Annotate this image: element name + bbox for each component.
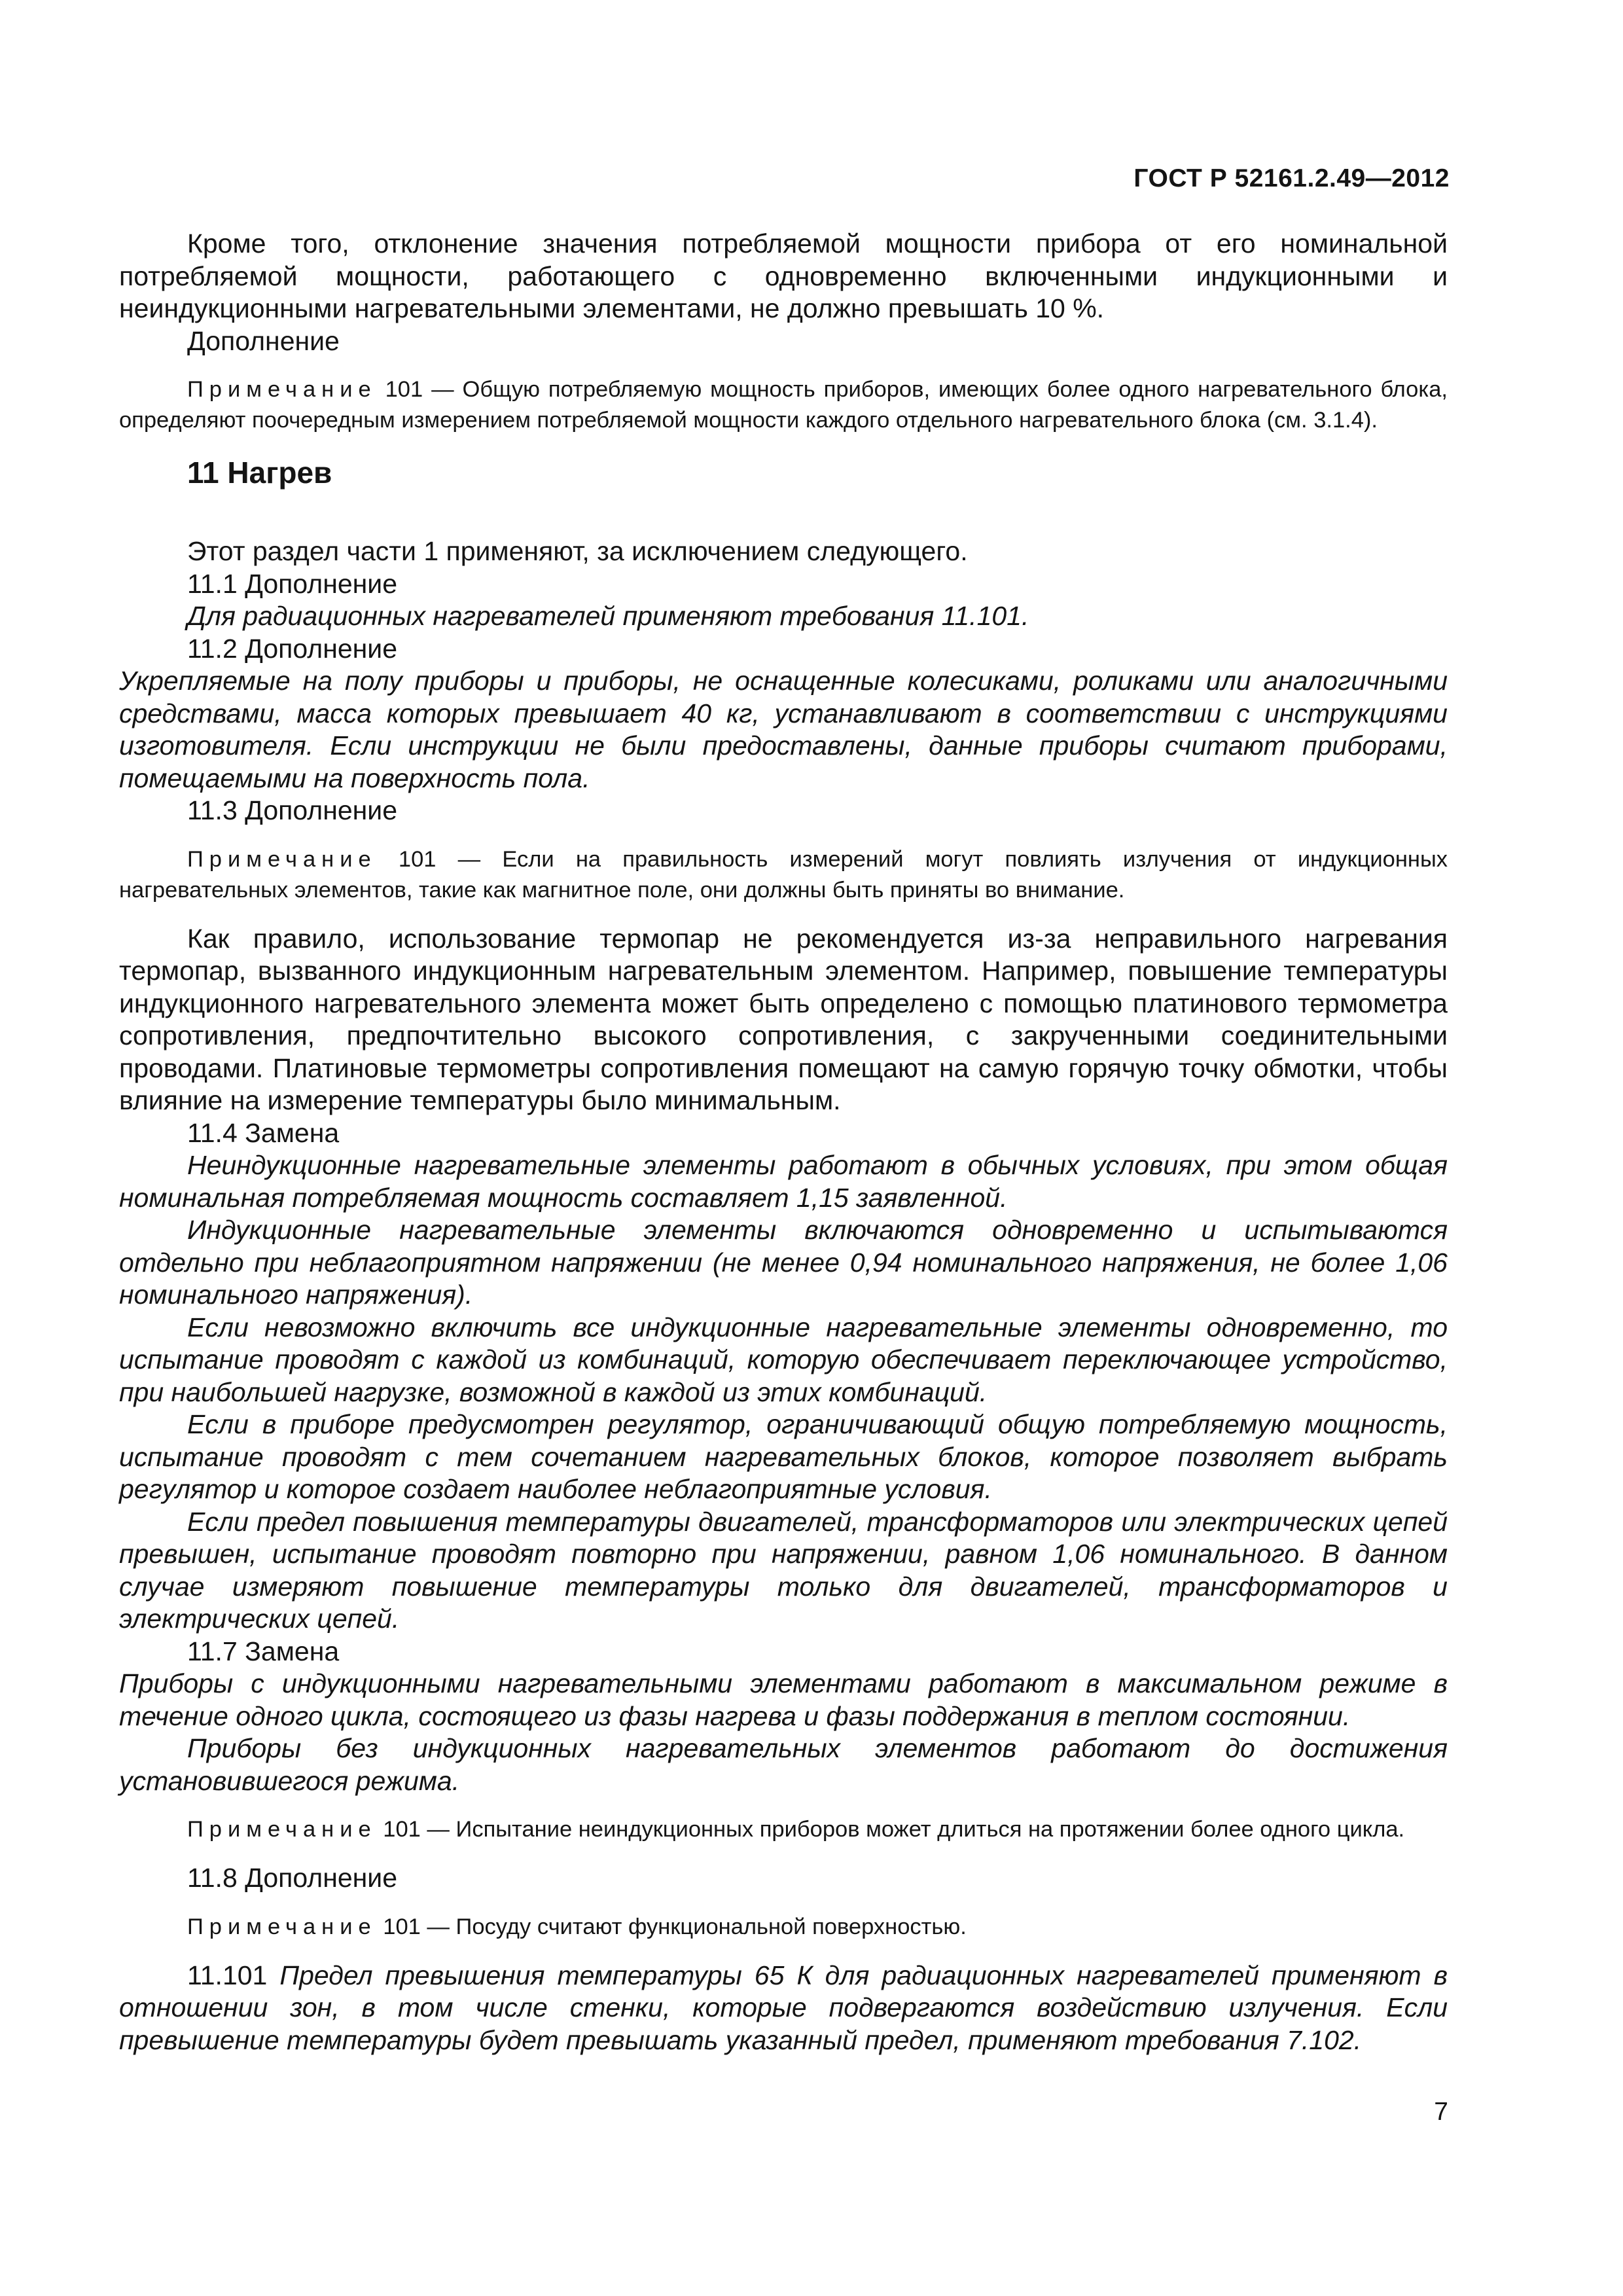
subsection-heading: 11.7 Замена — [187, 1636, 340, 1666]
paragraph-italic: Если в приборе предусмотрен регулятор, ограничивающий общую потребляемую мощность, испытание проводят с тем сочетанием нагревательных блоков, которое позволяет выбрать регулятор и которое создает наиболее неблагоприятные условия. — [119, 1409, 1448, 1504]
note-text: 101 — Посуду считают функциональной поверхностью. — [376, 1914, 967, 1939]
document-body — [119, 228, 1448, 2056]
note-label: Примечание — [187, 1914, 377, 1939]
paragraph-italic: Неиндукционные нагревательные элементы работают в обычных условиях, при этом общая номинальная потребляемая мощность составляет 1,15 заявленной. — [119, 1150, 1448, 1213]
paragraph: Как правило, использование термопар не рекомендуется из-за неправильного нагревания термопар, вызванного индукционным нагревательным элементом. Например, повышение температуры индукционного нагревательного элемента может быть определено с помощью платинового термометра сопротивления, предпочтительно высокого сопротивления, с закрученными соединительными проводами. Платиновые термометры сопротивления помещают на самую горячую точку обмотки, чтобы влияние на измерение температуры было минимальным. — [119, 923, 1448, 1115]
paragraph: Кроме того, отклонение значения потребляемой мощности прибора от его номинальной потребляемой мощности, работающего с одновременно включенными индукционными и неиндукционными нагревательными элементами, не должно превышать 10 %. — [119, 228, 1448, 323]
note — [119, 374, 1448, 436]
section-heading: 11 Нагрев — [187, 456, 332, 490]
note — [119, 1814, 1448, 1845]
note — [119, 844, 1448, 906]
paragraph-italic: Приборы без индукционных нагревательных элементов работают до достижения установившегося режима. — [119, 1733, 1448, 1796]
subsection-heading: 11.1 Дополнение — [187, 568, 397, 599]
subsection-heading: 11.3 Дополнение — [187, 795, 397, 825]
note-text: 101 — Если на правильность измерений могут повлиять излучения от индукционных нагревательных элементов, такие как магнитное поле, они должны быть приняты во внимание. — [119, 846, 1448, 903]
subsection-heading: Дополнение — [187, 325, 340, 356]
note-label: Примечание — [187, 846, 377, 872]
paragraph: Этот раздел части 1 применяют, за исключением следующего. — [187, 536, 968, 566]
paragraph-italic: Укрепляемые на полу приборы и приборы, не оснащенные колесиками, роликами или аналогичными средствами, масса которых превышает 40 кг, устанавливают в соответствии с инструкциями изготовителя. Если инструкции не были предоставлены, данные приборы считают приборами, помещаемыми на поверхность пола. — [119, 666, 1448, 793]
note-label: Примечание — [187, 1817, 377, 1842]
page-number: 7 — [1434, 2098, 1448, 2126]
note-label: Примечание — [187, 377, 377, 402]
paragraph-italic: Приборы с индукционными нагревательными элементами работают в максимальном режиме в течение одного цикла, состоящего из фазы нагрева и фазы поддержания в теплом состоянии. — [119, 1668, 1448, 1731]
paragraph-italic: Индукционные нагревательные элементы включаются одновременно и испытываются отдельно при неблагоприятном напряжении (не менее 0,94 номинального напряжения, не более 1,06 номинального напряжения). — [119, 1215, 1448, 1310]
subsection-heading: 11.4 Замена — [187, 1117, 340, 1148]
paragraph-italic: Если предел повышения температуры двигателей, трансформаторов или электрических цепей превышен, испытание проводят повторно при напряжении, равном 1,06 номинального. В данном случае измеряют повышение температуры только для двигателей, трансформаторов и электрических цепей. — [119, 1506, 1448, 1634]
clause-text: Предел превышения температуры 65 К для радиационных нагревателей применяют в отношении зон, в том числе стенки, которые подвергаются воздействию излучения. Если превышение температуры будет превышать указанный предел, применяют требования 7.102. — [119, 1960, 1448, 2055]
subsection-heading: 11.2 Дополнение — [187, 633, 397, 664]
note-text: 101 — Общую потребляемую мощность приборов, имеющих более одного нагревательного блока, определяют поочередным измерением потребляемой мощности каждого отдельного нагревательного блока (см. 3.1.4). — [119, 377, 1448, 433]
note — [119, 1912, 1448, 1943]
standard-designation: ГОСТ Р 52161.2.49—2012 — [1133, 164, 1450, 192]
note-text: 101 — Испытание неиндукционных приборов может длиться на протяжении более одного цикла. — [376, 1817, 1405, 1842]
subsection-heading: 11.8 Дополнение — [187, 1863, 397, 1893]
paragraph-italic: Если невозможно включить все индукционные нагревательные элементы одновременно, то испытание проводят с каждой из комбинаций, которую обеспечивает переключающее устройство, при наибольшей нагрузке, возможной в каждой из этих комбинаций. — [119, 1312, 1448, 1407]
paragraph-italic: Для радиационных нагревателей применяют требования 11.101. — [187, 601, 1029, 631]
clause-number: 11.101 — [187, 1960, 280, 1990]
paragraph-italic — [119, 1960, 1448, 2057]
